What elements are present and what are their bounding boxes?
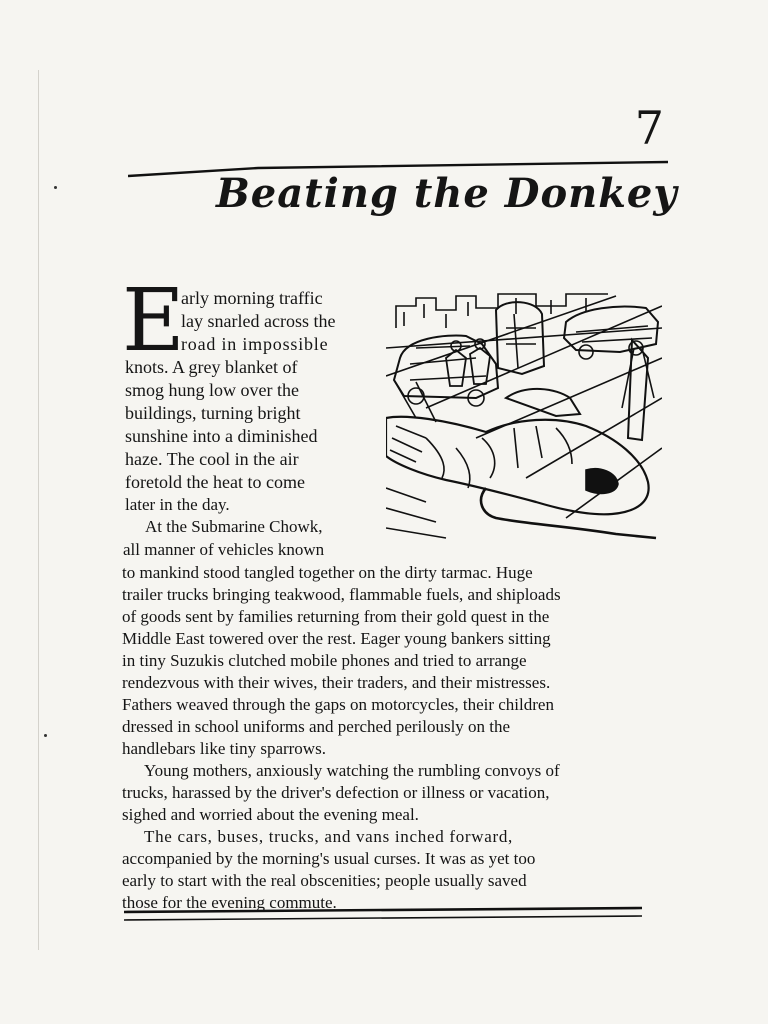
- text-line: trailer trucks bringing teakwood, flammable fuels, and shiploads: [122, 585, 561, 604]
- text-line: in tiny Suzukis clutched mobile phones and tried to arrange: [122, 651, 527, 670]
- text-line: early to start with the real obscenities; people usually saved: [122, 871, 527, 890]
- scan-speck: [54, 186, 57, 189]
- text-line: buildings, turning bright: [125, 403, 301, 423]
- text-line: to mankind stood tangled together on the dirty tarmac. Huge: [122, 563, 533, 582]
- scan-speck: [44, 734, 47, 737]
- text-line: accompanied by the morning's usual curses. It was as yet too: [122, 849, 536, 868]
- text-line: smog hung low over the: [125, 380, 299, 400]
- text-line: Young mothers, anxiously watching the rumbling convoys of: [144, 761, 560, 780]
- text-line: road in impossible: [181, 334, 329, 354]
- text-line: sunshine into a diminished: [125, 426, 318, 446]
- donkey-traffic-illustration: [386, 288, 662, 540]
- text-line: those for the evening commute.: [122, 893, 337, 912]
- text-line: sighed and worried about the evening meal.: [122, 805, 419, 824]
- text-line: At the Submarine Chowk,: [145, 517, 323, 536]
- text-line: lay snarled across the: [181, 311, 336, 331]
- chapter-number: 7: [634, 101, 664, 155]
- drop-cap: E: [122, 271, 185, 371]
- bottom-double-rule: [124, 906, 642, 928]
- text-line: arly morning traffic: [181, 288, 323, 308]
- text-line: foretold the heat to come: [125, 472, 305, 492]
- text-line: later in the day.: [125, 495, 230, 514]
- chapter-title: Beating the Donkey: [216, 170, 678, 217]
- text-line: dressed in school uniforms and perched perilously on the: [122, 717, 511, 736]
- text-line: trucks, harassed by the driver's defection or illness or vacation,: [122, 783, 550, 802]
- page-fold-shadow: [38, 70, 39, 950]
- text-line: rendezvous with their wives, their traders, and their mistresses.: [122, 673, 551, 692]
- text-line: all manner of vehicles known: [123, 540, 325, 559]
- text-line: haze. The cool in the air: [125, 449, 299, 469]
- text-line: Fathers weaved through the gaps on motorcycles, their children: [122, 695, 554, 714]
- text-line: handlebars like tiny sparrows.: [122, 739, 326, 758]
- text-line: of goods sent by families returning from their gold quest in the: [122, 607, 550, 626]
- text-line: The cars, buses, trucks, and vans inched forward,: [144, 827, 513, 846]
- text-line: knots. A grey blanket of: [125, 357, 298, 377]
- text-line: Middle East towered over the rest. Eager young bankers sitting: [122, 629, 551, 648]
